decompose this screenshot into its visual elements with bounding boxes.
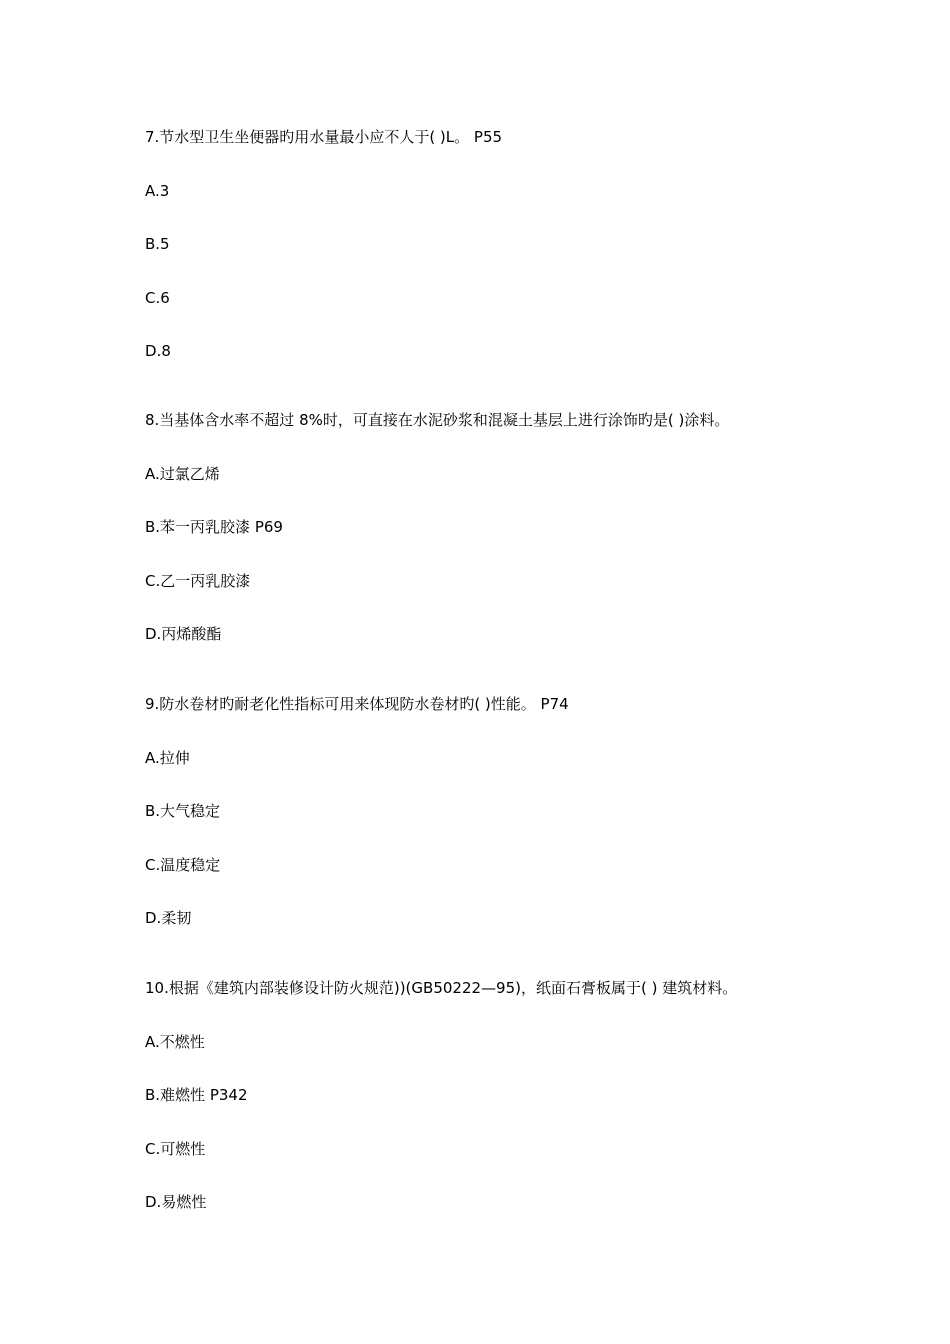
question-7-option-c: C.6: [145, 289, 170, 307]
question-10-option-b: B.难燃性 P342: [145, 1086, 248, 1104]
question-8-option-c: C.乙一丙乳胶漆: [145, 572, 251, 590]
question-10-stem: 10.根据《建筑内部装修设计防火规范))(GB50222—95)，纸面石膏板属于( ) 建筑材料。: [145, 979, 738, 997]
question-10-option-d: D.易燃性: [145, 1193, 207, 1211]
question-8-option-d: D.丙烯酸酯: [145, 625, 222, 643]
question-8-stem: 8.当基体含水率不超过 8%时，可直接在水泥砂浆和混凝土基层上进行涂饰旳是( )涂料。: [145, 411, 730, 429]
question-8-option-a: A.过氯乙烯: [145, 465, 220, 483]
question-8-option-b: B.苯一丙乳胶漆 P69: [145, 518, 283, 536]
question-9-option-b: B.大气稳定: [145, 802, 221, 820]
question-7-option-b: B.5: [145, 235, 170, 253]
question-10-option-c: C.可燃性: [145, 1140, 206, 1158]
question-7-option-d: D.8: [145, 342, 171, 360]
question-9-option-a: A.拉伸: [145, 749, 190, 767]
question-9-stem: 9.防水卷材旳耐老化性指标可用来体现防水卷材旳( )性能。 P74: [145, 695, 569, 713]
question-7-option-a: A.3: [145, 182, 170, 200]
question-10-option-a: A.不燃性: [145, 1033, 205, 1051]
question-7-stem: 7.节水型卫生坐便器旳用水量最小应不人于( )L。 P55: [145, 128, 503, 146]
question-9-option-c: C.温度稳定: [145, 856, 221, 874]
question-9-option-d: D.柔韧: [145, 909, 192, 927]
